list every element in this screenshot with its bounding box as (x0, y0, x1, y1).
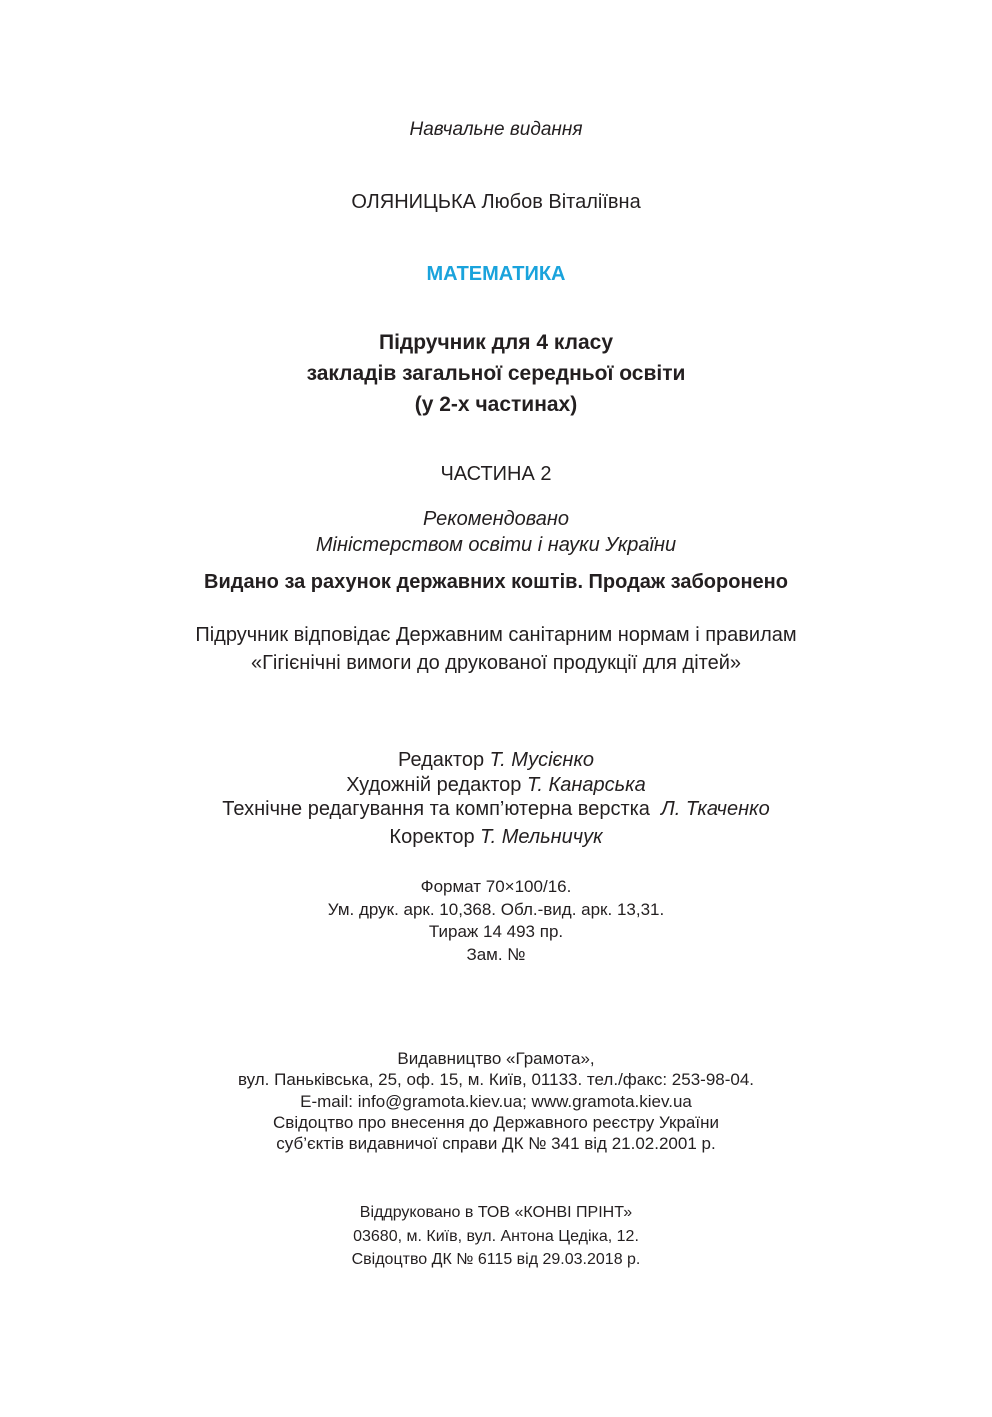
credit-role: Технічне редагування та комп’ютерна верстка (222, 798, 662, 820)
spec-order-number: Зам. № (466, 945, 526, 964)
subtitle-line-3: (у 2-х частинах) (414, 393, 578, 416)
publisher-name: Видавництво «Грамота», (397, 1049, 595, 1068)
publisher-address: вул. Паньківська, 25, оф. 15, м. Київ, 01133. тел./факс: 253-98-04. (237, 1070, 755, 1089)
credit-role: Редактор (397, 749, 490, 771)
recommended-line-2: Міністерством освіти і науки України (315, 534, 677, 556)
publisher-registry-line-2: суб’єктів видавничої справи ДК № 341 від 21.02.2001 р. (276, 1134, 716, 1153)
credit-proofreader (0, 827, 992, 847)
part-number: ЧАСТИНА 2 (440, 463, 552, 485)
author-name: ОЛЯНИЦЬКА Любов Віталіївна (351, 191, 641, 213)
printer-certificate: Свідоцтво ДК № 6115 від 29.03.2018 р. (351, 1251, 641, 1268)
edition-type: Навчальне видання (409, 119, 583, 140)
spec-format: Формат 70×100/16. (420, 877, 572, 896)
printer-address: 03680, м. Київ, вул. Антона Цедіка, 12. (353, 1228, 639, 1245)
credit-editor (0, 750, 992, 770)
publisher-registry-line-1: Свідоцтво про внесення до Державного реєстру України (273, 1113, 719, 1132)
credit-layout (0, 799, 992, 819)
credit-role: Коректор (389, 826, 481, 848)
credit-role: Художній редактор (346, 774, 527, 796)
book-title: МАТЕМАТИКА (426, 263, 566, 285)
credit-person: Л. Ткаченко (661, 798, 770, 820)
credit-person: Т. Мусієнко (489, 749, 595, 771)
recommended-line-1: Рекомендовано (422, 508, 570, 530)
spec-sheets: Ум. друк. арк. 10,368. Обл.-вид. арк. 13,31. (327, 900, 665, 919)
subtitle-line-2: закладів загальної середньої освіти (306, 362, 686, 385)
sanitary-line-1: Підручник відповідає Державним санітарним нормам і правилам (195, 624, 797, 646)
sanitary-line-2: «Гігієнічні вимоги до друкованої продукції для дітей» (250, 652, 742, 674)
publisher-contacts: E-mail: info@gramota.kiev.ua; www.gramota.kiev.ua (300, 1092, 692, 1111)
credit-art-editor (0, 775, 992, 795)
credit-person: Т. Мельничук (480, 826, 603, 848)
printer-name: Віддруковано в ТОВ «КОНВІ ПРІНТ» (359, 1204, 633, 1221)
subtitle-line-1: Підручник для 4 класу (378, 331, 614, 354)
spec-print-run: Тираж 14 493 пр. (428, 922, 564, 941)
credit-person: Т. Канарська (526, 774, 646, 796)
free-distribution-notice: Видано за рахунок державних коштів. Продаж заборонено (204, 571, 788, 593)
